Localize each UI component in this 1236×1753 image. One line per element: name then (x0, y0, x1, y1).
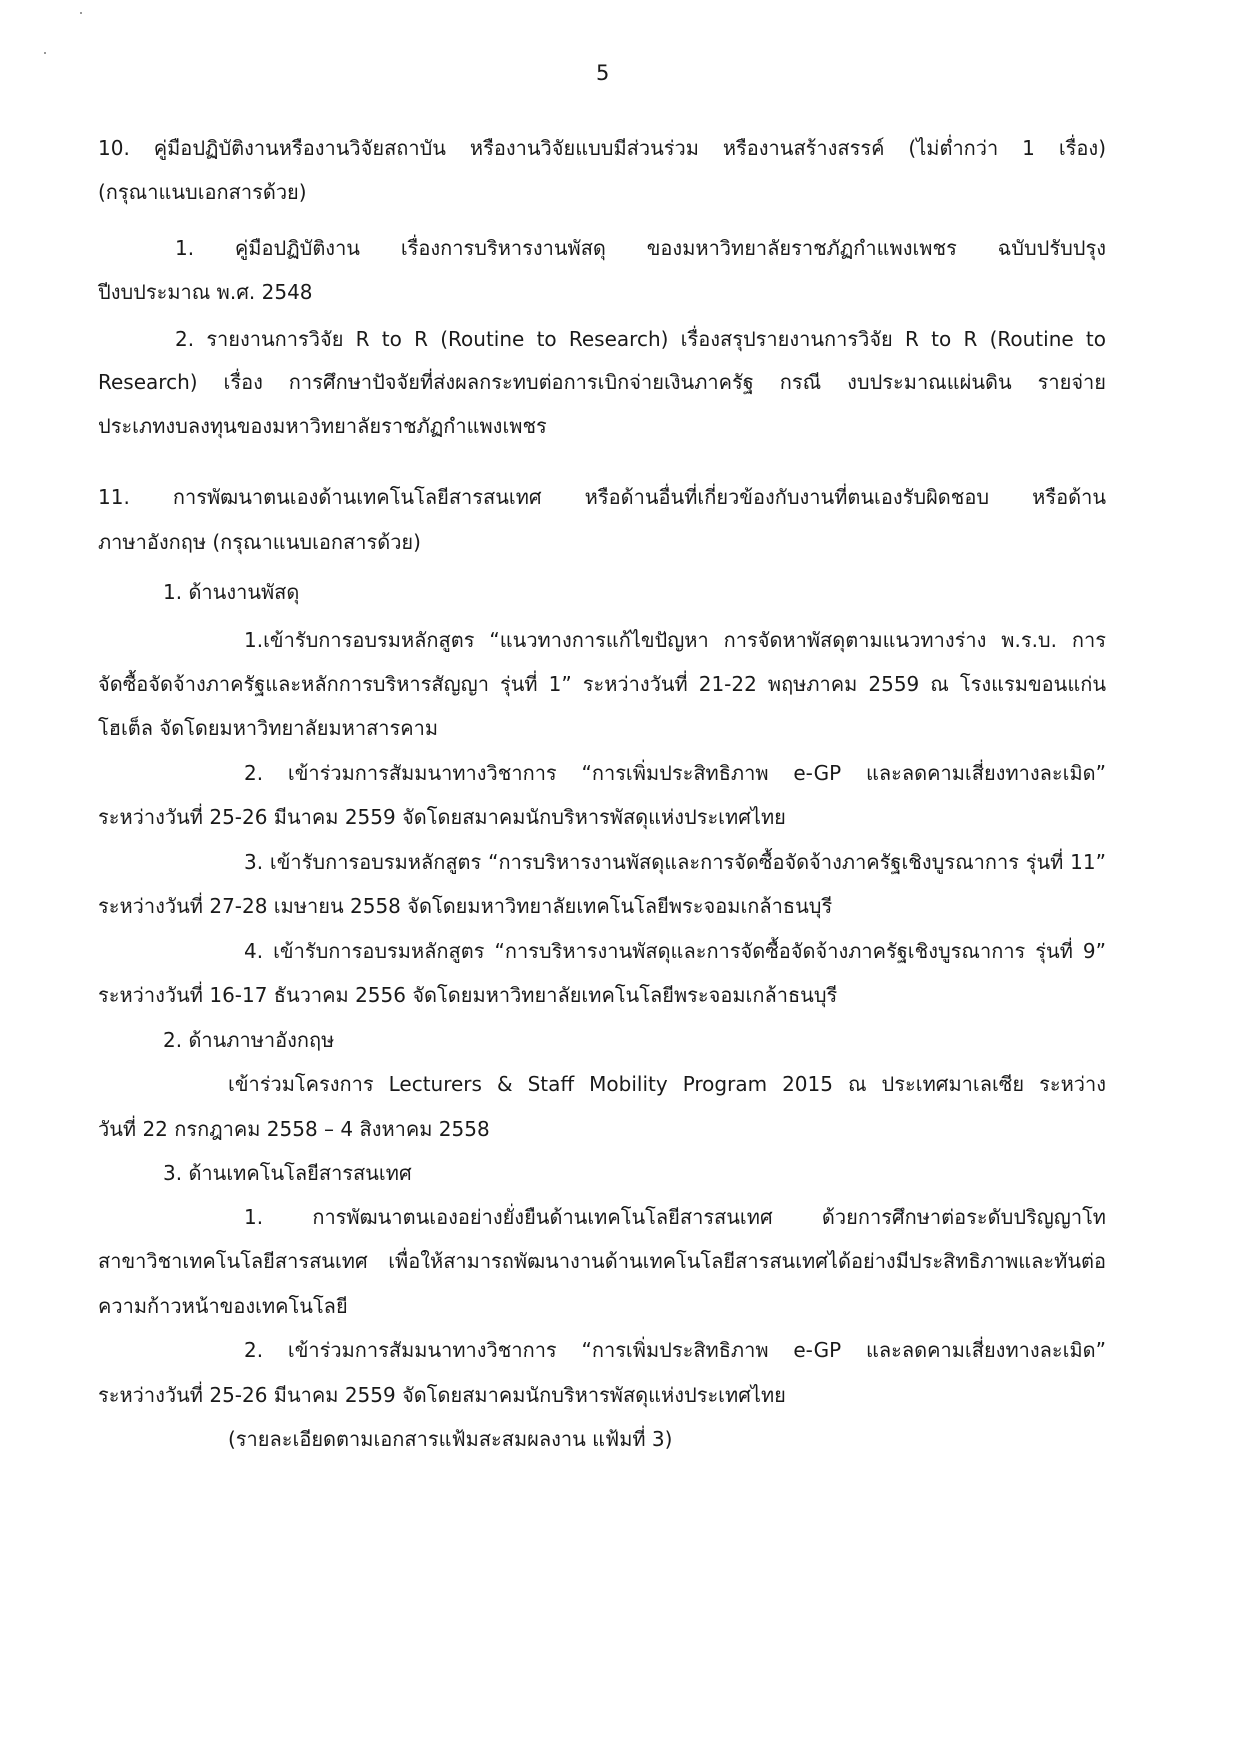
subsection-it-title: 3. ด้านเทคโนโลยีสารสนเทศ (163, 1161, 412, 1185)
section-10-item-1-cont: ปีงบประมาณ พ.ศ. 2548 (98, 280, 313, 304)
section-10-item-1: 1. คู่มือปฏิบัติงาน เรื่องการบริหารงานพัสดุ ของมหาวิทยาลัยราชภัฏกำแพงเพชร ฉบับปรับปรุง (175, 236, 1106, 260)
supply-entry-1: 1.เข้ารับการอบรมหลักสูตร “แนวทางการแก้ไขปัญหา การจัดหาพัสดุตามแนวทางร่าง พ.ร.บ. การ (244, 628, 1106, 652)
section-10-item-2: 2. รายงานการวิจัย R to R (Routine to Research) เรื่องสรุปรายงานการวิจัย R to R (Routine to (175, 327, 1106, 351)
subsection-english-title: 2. ด้านภาษาอังกฤษ (163, 1028, 335, 1052)
supply-entry-1-cont: จัดซื้อจัดจ้างภาครัฐและหลักการบริหารสัญญา รุ่นที่ 1” ระหว่างวันที่ 21-22 พฤษภาคม 2559 ณ โรงแรมขอนแก่น (98, 672, 1106, 696)
supply-entry-3: 3. เข้ารับการอบรมหลักสูตร “การบริหารงานพัสดุและการจัดซื้อจัดจ้างภาครัฐเชิงบูรณาการ รุ่นที่ 11” (244, 850, 1106, 874)
english-entry-1: เข้าร่วมโครงการ Lecturers & Staff Mobility Program 2015 ณ ประเทศมาเลเซีย ระหว่าง (228, 1072, 1106, 1096)
section-10-heading: 10. คู่มือปฏิบัติงานหรืองานวิจัยสถาบัน หรืองานวิจัยแบบมีส่วนร่วม หรืองานสร้างสรรค์ (ไม่ต่ำกว่า 1 เรื่อง) (98, 136, 1106, 160)
it-entry-1: 1. การพัฒนาตนเองอย่างยั่งยืนด้านเทคโนโลยีสารสนเทศ ด้วยการศึกษาต่อระดับปริญญาโท (244, 1205, 1106, 1229)
page-number: 5 (596, 61, 610, 85)
section-11-heading-note: ภาษาอังกฤษ (กรุณาแนบเอกสารด้วย) (98, 530, 421, 554)
english-entry-1-cont: วันที่ 22 กรกฎาคม 2558 – 4 สิงหาคม 2558 (98, 1117, 490, 1141)
section-10-item-2-cont: Research) เรื่อง การศึกษาปัจจัยที่ส่งผลกระทบต่อการเบิกจ่ายเงินภาครัฐ กรณี งบประมาณแผ่นดิน รายจ่าย (98, 370, 1106, 394)
supply-entry-4: 4. เข้ารับการอบรมหลักสูตร “การบริหารงานพัสดุและการจัดซื้อจัดจ้างภาครัฐเชิงบูรณาการ รุ่นที่ 9” (244, 939, 1106, 963)
supply-entry-3-cont: ระหว่างวันที่ 27-28 เมษายน 2558 จัดโดยมหาวิทยาลัยเทคโนโลยีพระจอมเกล้าธนบุรี (98, 894, 833, 918)
section-10-heading-note: (กรุณาแนบเอกสารด้วย) (98, 180, 307, 204)
section-10-item-2-cont: ประเภทงบลงทุนของมหาวิทยาลัยราชภัฏกำแพงเพชร (98, 414, 547, 438)
reference-note: (รายละเอียดตามเอกสารแฟ้มสะสมผลงาน แฟ้มที่ 3) (228, 1427, 673, 1451)
supply-entry-2-cont: ระหว่างวันที่ 25-26 มีนาคม 2559 จัดโดยสมาคมนักบริหารพัสดุแห่งประเทศไทย (98, 805, 786, 829)
supply-entry-1-cont: โฮเต็ล จัดโดยมหาวิทยาลัยมหาสารคาม (98, 716, 439, 740)
section-11-heading: 11. การพัฒนาตนเองด้านเทคโนโลยีสารสนเทศ หรือด้านอื่นที่เกี่ยวข้องกับงานที่ตนเองรับผิดชอบ หรือด้าน (98, 485, 1106, 509)
subsection-supply-title: 1. ด้านงานพัสดุ (163, 580, 300, 604)
it-entry-2: 2. เข้าร่วมการสัมมนาทางวิชาการ “การเพิ่มประสิทธิภาพ e-GP และลดคามเสี่ยงทางละเมิด” (244, 1338, 1106, 1362)
scan-speck (80, 12, 82, 14)
it-entry-1-cont: ความก้าวหน้าของเทคโนโลยี (98, 1294, 348, 1318)
it-entry-1-cont: สาขาวิชาเทคโนโลยีสารสนเทศ เพื่อให้สามารถพัฒนางานด้านเทคโนโลยีสารสนเทศได้อย่างมีประสิทธิภาพและทันต่อ (98, 1249, 1106, 1273)
scan-speck (44, 52, 46, 54)
supply-entry-4-cont: ระหว่างวันที่ 16-17 ธันวาคม 2556 จัดโดยมหาวิทยาลัยเทคโนโลยีพระจอมเกล้าธนบุรี (98, 983, 838, 1007)
supply-entry-2: 2. เข้าร่วมการสัมมนาทางวิชาการ “การเพิ่มประสิทธิภาพ e-GP และลดคามเสี่ยงทางละเมิด” (244, 761, 1106, 785)
it-entry-2-cont: ระหว่างวันที่ 25-26 มีนาคม 2559 จัดโดยสมาคมนักบริหารพัสดุแห่งประเทศไทย (98, 1383, 786, 1407)
